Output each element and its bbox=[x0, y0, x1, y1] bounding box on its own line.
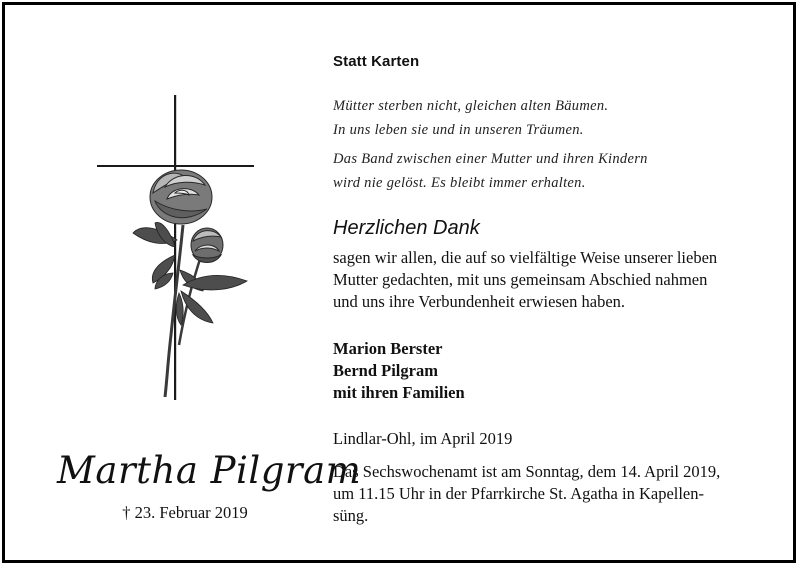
service-announcement bbox=[333, 461, 751, 527]
signer-families: mit ihren Familien bbox=[333, 383, 465, 402]
headline: Statt Karten bbox=[333, 53, 420, 70]
thanks-line: sagen wir allen, die auf so vielfältige Weise unserer lieben bbox=[333, 248, 718, 267]
thanks-line: und uns ihre Verbundenheit erwiesen haben. bbox=[333, 292, 626, 311]
deceased-name: Martha Pilgram bbox=[57, 449, 362, 492]
poem-line: Mütter sterben nicht, gleichen alten Bäumen. bbox=[333, 98, 609, 114]
rose-bloom-small bbox=[191, 228, 223, 263]
obituary-card bbox=[2, 2, 796, 563]
thanks-title: Herzlichen Dank bbox=[333, 217, 480, 239]
death-date: † 23. Februar 2019 bbox=[122, 503, 248, 522]
signers bbox=[333, 338, 465, 404]
signer-name: Marion Berster bbox=[333, 339, 443, 358]
thanks-line: Mutter gedachten, mit uns gemeinsam Abschied nahmen bbox=[333, 270, 708, 289]
signer-name: Bernd Pilgram bbox=[333, 361, 438, 380]
cross-vertical-beam bbox=[174, 95, 176, 400]
rose-leaves bbox=[133, 222, 247, 325]
thanks-text bbox=[333, 247, 751, 313]
poem-line: wird nie gelöst. Es bleibt immer erhalten. bbox=[333, 175, 586, 191]
poem-line: Das Band zwischen einer Mutter und ihren Kindern bbox=[333, 151, 648, 167]
service-line: süng. bbox=[333, 506, 369, 525]
poem-line: In uns leben sie und in unseren Träumen. bbox=[333, 122, 584, 138]
rose-bloom-large bbox=[150, 170, 212, 224]
poem-stanza-2 bbox=[333, 147, 648, 195]
cross-horizontal-beam bbox=[97, 165, 254, 167]
cross-with-roses-icon bbox=[95, 95, 257, 400]
place-date: Lindlar-Ohl, im April 2019 bbox=[333, 429, 513, 448]
service-line: um 11.15 Uhr in der Pfarrkirche St. Agatha in Kapellen- bbox=[333, 484, 705, 503]
service-line: Das Sechswochenamt ist am Sonntag, dem 14. April 2019, bbox=[333, 462, 721, 481]
poem-stanza-1 bbox=[333, 94, 608, 142]
